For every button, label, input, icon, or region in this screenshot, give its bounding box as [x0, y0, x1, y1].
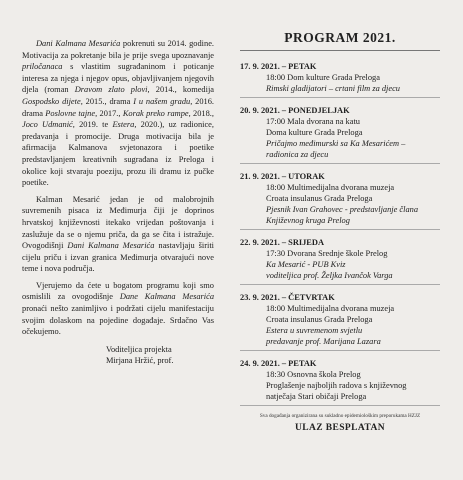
event-line: predavanje prof. Marijana Lazara [266, 337, 381, 346]
paragraph-text: , 2016. drama [22, 96, 214, 118]
italic-title-text: Dani Kalmana Mesarića [36, 39, 121, 48]
paragraph-text: Kalman Mesarić jedan je od malobrojnih suvremenih pisaca iz Međimurja čiji je doprinos hrvatskoj književnosti itekako vrijedan poštovanja i zaslužuje da se o njemu priča, da ga se čita i istražuje. Ovogodišnji [22, 194, 214, 251]
paragraph-text: , 2014., komedija [147, 85, 214, 95]
event-divider [240, 350, 440, 351]
program-event [240, 358, 440, 406]
italic-title-text: I u našem gradu [133, 96, 191, 106]
event-line: 17:30 Dvorana Srednje škole Prelog [266, 249, 388, 258]
event-line: 18:00 Dom kulture Grada Preloga [266, 73, 380, 82]
event-line: 18:00 Multimedijalna dvorana muzeja [266, 183, 395, 192]
event-line: natječaja Stari običaji Preloga [266, 392, 367, 401]
program-event [240, 105, 440, 164]
italic-title-text: Korak preko rampe [122, 108, 189, 118]
event-line: Ka Mesarić - PUB Kviz [266, 260, 346, 269]
italic-title-text: Poslovne tajne [45, 108, 96, 118]
epidemiology-footnote: Sva događanja organizirana su sukladno epidemiološkim preporukama HZJZ [259, 413, 421, 419]
italic-title-text: Joco Udmanić [22, 120, 73, 130]
intro-text-column [22, 38, 214, 367]
italic-title-text: priločanaca [22, 62, 63, 72]
event-line: Doma kulture Grada Preloga [266, 128, 363, 137]
program-event [240, 292, 440, 351]
signature-block [22, 344, 214, 367]
event-date: 24. 9. 2021. – PETAK [240, 359, 317, 368]
program-event [240, 61, 440, 98]
italic-title-text: Estera [112, 120, 135, 130]
paragraph-text: , 2019. te [72, 120, 113, 130]
paragraph-text: , 2015., drama [80, 96, 134, 106]
italic-title-text: Dravom zlato plovi [74, 85, 148, 95]
event-line: voditeljica prof. Željka Ivančok Varga [266, 271, 393, 280]
event-details [266, 72, 440, 94]
event-details [266, 303, 440, 347]
paragraph-text: , 2017., [95, 108, 123, 118]
event-date: 20. 9. 2021. – PONEDJELJAK [240, 106, 350, 115]
program-events [240, 61, 440, 406]
event-date: 21. 9. 2021. – UTORAK [240, 172, 325, 181]
italic-title-text: Gospodsko dijete [22, 96, 81, 106]
paragraph-text: pronaći nešto zanimljivo i podržati cijelu manifestaciju svojim dolaskom na pojedine događaje. Srdačno Vas očekujemo. [22, 304, 214, 337]
program-column [240, 30, 440, 433]
event-details [266, 116, 440, 160]
event-divider [240, 229, 440, 230]
italic-title-text: Dane Kalmana Mesarića [119, 292, 215, 302]
event-line: Croata insulanus Grada Preloga [266, 194, 373, 203]
event-line: 18:30 Osnovna škola Prelog [266, 370, 361, 379]
event-details [266, 248, 440, 281]
intro-paragraph [22, 280, 214, 338]
paragraph-text: s vlastitim sugrađaninom i poticanje interesa za njega i njegov opus, objavljivanjem njegovih djela (roman [22, 62, 214, 95]
intro-paragraph [22, 38, 214, 189]
program-title: PROGRAM 2021. [240, 30, 440, 51]
intro-paragraph [22, 194, 214, 275]
event-line: 17:00 Mala dvorana na katu [266, 117, 360, 126]
event-date: 17. 9. 2021. – PETAK [240, 62, 317, 71]
event-line: Rimski gladijatori – crtani film za djecu [266, 84, 400, 93]
event-line: Proglašenje najboljih radova s književnog [266, 381, 407, 390]
paragraph-text: nastavljaju širiti cijelu priču i izvan granica Međimurja otvarajući nove teme i nova područja. [22, 241, 214, 274]
event-date: 22. 9. 2021. – SRIJEDA [240, 238, 324, 247]
event-line: Književnog kruga Prelog [266, 216, 350, 225]
paragraph-text: Vjerujemo da ćete u bogatom programu koji smo osmislili za ovogodišnje [22, 280, 214, 302]
signature-name: Mirjana Hržić, prof. [106, 356, 174, 366]
paragraph-text: , 2020.), uz radionice, predavanja i promocije. Druga motivacija bila je afirmacija Kalmanova svjetonazora i poetike predstavljanjem kreativnih sugrađana iz Preloga i okolice koji stvaraju poeziju, prozu ili dramu iz pučke poetike. [22, 120, 214, 188]
event-date: 23. 9. 2021. – ČETVRTAK [240, 293, 335, 302]
program-event [240, 237, 440, 285]
event-divider [240, 284, 440, 285]
event-details [266, 369, 440, 402]
event-line: 18:00 Multimedijalna dvorana muzeja [266, 304, 395, 313]
event-line: radionica za djecu [266, 150, 329, 159]
event-line: Croata insulanus Grada Preloga [266, 315, 373, 324]
program-event [240, 171, 440, 230]
paragraph-text: pokrenuti su 2014. godine. Motivacija za pokretanje bila je prije svega upoznavanje [22, 39, 215, 60]
event-divider [240, 163, 440, 164]
event-details [266, 182, 440, 226]
free-entry-label: ULAZ BESPLATAN [295, 423, 385, 433]
event-divider [240, 405, 440, 406]
italic-title-text: Dani Kalmana Mesarića [67, 241, 155, 251]
event-line: Pjesnik Ivan Grahovec - predstavljanje člana [266, 205, 419, 214]
paragraph-text: , 2018., [188, 108, 214, 118]
event-line: Estera u suvremenom svjetlu [266, 326, 363, 335]
event-divider [240, 97, 440, 98]
signature-role: Voditeljica projekta [106, 344, 172, 354]
event-line: Pričajmo međimurski sa Ka Mesarićem – [266, 139, 406, 148]
